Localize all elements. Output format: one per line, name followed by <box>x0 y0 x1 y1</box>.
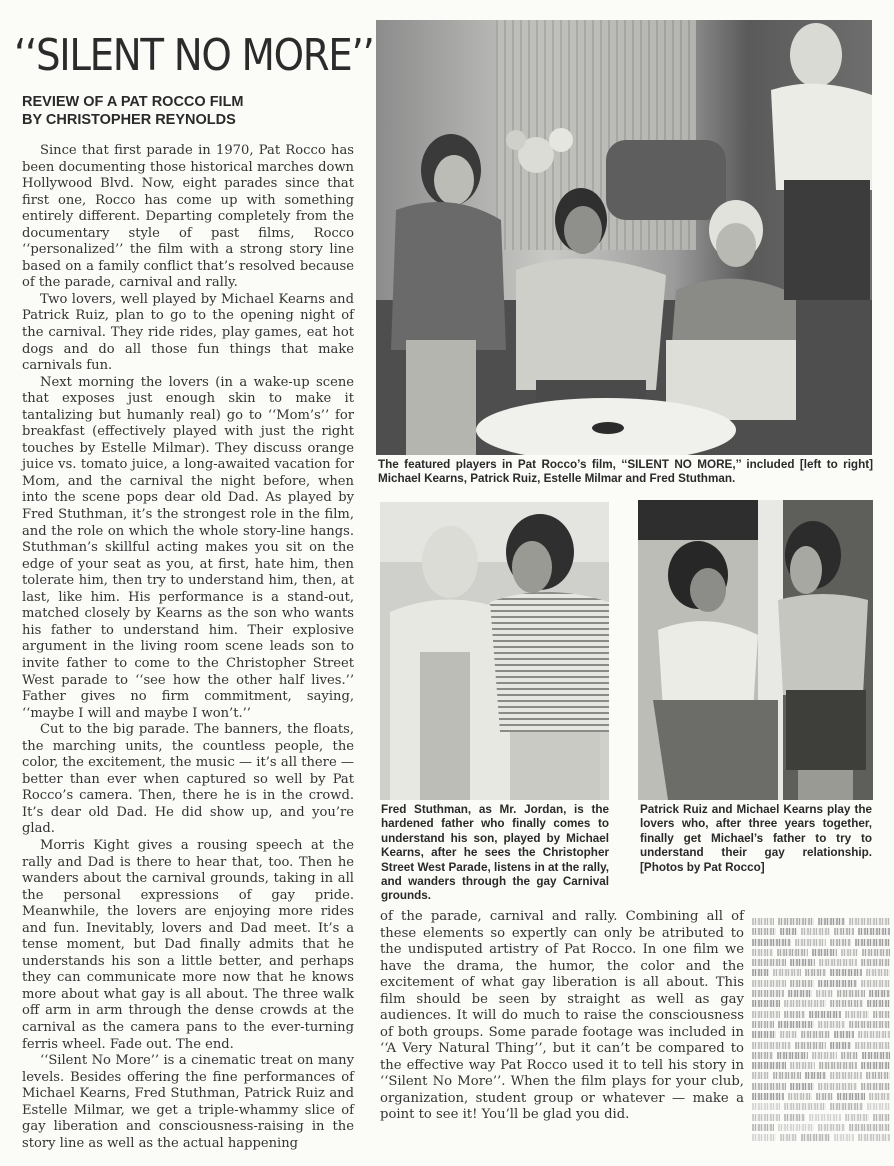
scrambled-text-line <box>752 1050 890 1060</box>
scrambled-text-line <box>752 937 890 947</box>
lovers-photo-image <box>638 500 873 800</box>
paragraph-3: Next morning the lovers (in a wake-up scene that exposes just enough skin to make it tantalizing but humanly real) go to ‘‘Mom’s’’ for breakfast (effectively played with just the right touches by Estelle Milmar). They discuss orange juice vs. tomato juice, a long-awaited vacation for Mom, and the carnival the night before, when into the scene pops dear old Dad. As played by Fred Stuthman, it’s the strongest role in the film, and the role on which the whole story-line hangs. Stuthman’s skillful acting makes you sit on the edge of your seat as you, at first, hate him, then tolerate him, then try to understand him, then, at last, like him. His performance is a stand-out, matched closely by Kearns as the son who wants his father to understand him. Their explosive argument in the living room scene leads son to invite father to come to the Christopher Street West parade to ‘‘see how the other half lives.’’ Father gives no firm commitment, saying, ‘‘maybe I will and maybe I won’t.’’ <box>22 374 354 721</box>
paragraph-5: Morris Kight gives a rousing speech at the rally and Dad is there to hear that, too. Then he wanders about the carnival grounds, taking in all the personal expressions of gay pride. Meanwhile, the lovers are enjoying more rides and fun. Inevitably, lovers and Dad meet. It’s a tense moment, but Dad finally admits that he understands his son a little better, and perhaps they can communicate more now that he knows more about what gay is all about. The three walk off arm in arm through the dense crowds at the carnival as the camera pans to the ever-turning ferris wheel. Fade out. The end. <box>22 837 354 1052</box>
lovers-caption: Patrick Ruiz and Michael Kearns play the lovers who, after three years together, finally get Michael’s father to try to understand their gay relationship. [Photos by Pat Rocco] <box>640 803 872 874</box>
scrambled-text-line <box>752 957 890 967</box>
paragraph-4: Cut to the big parade. The banners, the floats, the marching units, the countless people, the color, the excitement, the music — it’s all there — better than ever when captured so well by Pat Rocco’s camera. Then, there he is in the crowd. It’s dear old Dad. He did show up, and you’re glad. <box>22 722 354 837</box>
father-son-caption: Fred Stuthman, as Mr. Jordan, is the hardened father who finally comes to understand his son, played by Michael Kearns, after he sees the Christopher Street West Parade, listens in at the rally, and wanders through the gay Carnival grounds. <box>381 803 609 903</box>
main-photo-cast <box>376 20 872 455</box>
scrambled-text-line <box>752 1132 890 1142</box>
scrambled-text-line <box>752 1091 890 1101</box>
scrambled-text-line <box>752 926 890 936</box>
scrambled-text-line <box>752 967 890 977</box>
scrambled-text-line <box>752 1009 890 1019</box>
subtitle-byline: BY CHRISTOPHER REYNOLDS <box>22 112 236 128</box>
scrambled-text-line <box>752 998 890 1008</box>
father-son-photo-image <box>380 502 609 800</box>
continuation-paragraph: of the parade, carnival and rally. Combining all of these elements so expertly can only be atributed to the undisputed artistry of Pat Rocco. In one film we have the drama, the humor, the color and the excitement of what gay liberation is all about. This film should be seen by straight as well as gay audiences. It will do much to raise the consciousness of both groups. Some parade footage was included in ‘‘A Very Natural Thing’’, but it can’t be compared to the effective way Pat Rocco used it to tell his story in ‘‘Silent No More’’. When the film plays for your club, organization, student group or whatever — make a point to see it! You’ll be glad you did. <box>380 909 744 1122</box>
scrambled-text-line <box>752 978 890 988</box>
scrambled-text-line <box>752 1019 890 1029</box>
article-body-left-column <box>22 143 354 1152</box>
scrambled-text-line <box>752 1081 890 1091</box>
article-body-continuation <box>380 909 744 1124</box>
scrambled-text-line <box>752 1112 890 1122</box>
main-photo-caption: The featured players in Pat Rocco’s film, ‘‘SILENT NO MORE,’’ included [left to right] Michael Kearns, Patrick Ruiz, Estelle Milmar and Fred Stuthman. <box>378 458 873 486</box>
subtitle-review-line: REVIEW OF A PAT ROCCO FILM <box>22 94 244 110</box>
paragraph-2: Two lovers, well played by Michael Kearns and Patrick Ruiz, plan to go to the opening night of the carnival. They ride rides, play games, eat hot dogs and do all those fun things that make carnivals fun. <box>22 291 354 374</box>
scrambled-text-line <box>752 988 890 998</box>
paragraph-1: Since that first parade in 1970, Pat Rocco has been documenting those historical marches down Hollywood Blvd. Now, eight parades since that first one, Rocco has come up with something entirely different. Departing completely from the documentary style of past films, Rocco ‘‘personalized’’ the film with a strong story line based on a family conflict that’s resolved because of the parade, carnival and rally. <box>22 143 354 291</box>
scrambled-text-line <box>752 1070 890 1080</box>
scrambled-text-line <box>752 1101 890 1111</box>
scrambled-text-line <box>752 1060 890 1070</box>
paragraph-6: ‘‘Silent No More’’ is a cinematic treat on many levels. Besides offering the fine performances of Michael Kearns, Fred Stuthman, Patrick Ruiz and Estelle Milmar, we get a triple-whammy slice of gay liberation and consciousness-raising in the story line as well as the actual happening <box>22 1053 354 1151</box>
scrambled-text-line <box>752 1029 890 1039</box>
scrambled-text-line <box>752 1122 890 1132</box>
scrambled-text-line <box>752 947 890 957</box>
scrambled-text-line <box>752 1040 890 1050</box>
article-title: ‘‘SILENT NO MORE’’ <box>14 30 374 81</box>
photo-father-and-son <box>380 502 609 800</box>
bleed-through-text-block <box>752 916 890 1151</box>
scrambled-text-line <box>752 916 890 926</box>
photo-lovers <box>638 500 873 800</box>
cast-photo-image <box>376 20 872 455</box>
article-subtitle <box>22 93 244 129</box>
